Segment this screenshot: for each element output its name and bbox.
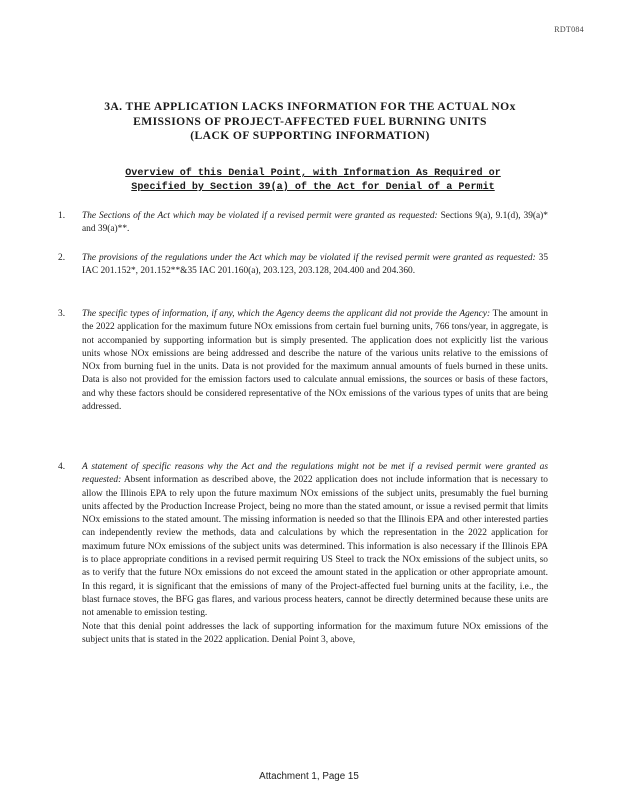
list-item-lead: The Sections of the Act which may be violated if a revised permit were granted as requested: [82, 211, 438, 221]
list-item-body [82, 252, 548, 279]
list-item [58, 308, 548, 414]
list-item-text: Absent information as described above, the 2022 application does not include information that is necessary to allow the Illinois EPA to rely upon the future maximum NOx emissions of the subject units, presumably the fuel burning units affected by the Production Increase Project, being no more than the stated amount, or issue a revised permit that limits NOx emissions to the stated amount. The missing information is needed so that the Illinois EPA and other interested parties can independently review the methods, data and calculations by which the representation in the 2022 application for maximum future NOx emissions of the subject units was determined. This information is also necessary if the Illinois EPA is to place appropriate conditions in a revised permit requiring US Steel to track the NOx emissions of the subject units, so as to verify that the future NOx emissions do not exceed the amount stated in the application or other appropriate amount. In this regard, it is significant that the emissions of many of the Project-affected fuel burning units at the facility, i.e., the blast furnace stoves, the BFG gas flares, and various process heaters, cannot be directly determined because these units are not amenable to emission testing. [82, 475, 548, 619]
list-item-number: 2. [58, 253, 66, 263]
section-heading-line: (LACK OF SUPPORTING INFORMATION) [190, 129, 430, 143]
list-item-text: The amount in the 2022 application for the maximum future NOx emissions from certain fuel burning units, 766 tons/year, in aggregate, is not accompanied by supporting information but is simply presented. The application does not explicitly list the various units whose NOx emissions are being addressed and describe the nature of the various units relative to the emissions of NOx from burning fuel in the units. Data is not provided for the maximum annual amounts of fuels burned in these units. Data is also not provided for the emission factors used to calculate annual emissions, the sources or basis of these factors, and why these factors should be considered representative of the NOx emissions of the various types of units that are being addressed. [82, 309, 548, 413]
overview-heading-line: Overview of this Denial Point, with Information As Required or [125, 168, 501, 179]
list-item-number: 4. [58, 462, 66, 472]
list-item-number: 1. [58, 211, 66, 221]
list-item [58, 210, 548, 237]
list-item-body [82, 210, 548, 237]
list-item-body [82, 308, 548, 414]
section-heading-line: 3A. THE APPLICATION LACKS INFORMATION FOR THE ACTUAL NOx [104, 100, 516, 113]
list-item-note: Note that this denial point addresses the lack of supporting information for the maximum future NOx emissions of the subject units that is stated in the 2022 application. Denial Point 3, above, [82, 621, 548, 645]
list-item-number: 3. [58, 309, 66, 319]
list-item-body [82, 461, 548, 647]
section-heading-line: EMISSIONS OF PROJECT-AFFECTED FUEL BURNING UNITS [133, 114, 487, 128]
section-heading [70, 100, 550, 144]
document-id: RDT084 [554, 25, 584, 34]
overview-heading-line: Specified by Section 39(a) of the Act for Denial of a Permit [131, 182, 495, 193]
list-item-lead: A statement of specific reasons why the Act and the regulations might not be met if a revised permit were granted as requested: [82, 462, 548, 486]
list-item-lead: The provisions of the regulations under the Act which may be violated if the revised permit were granted as requested: [82, 253, 536, 263]
list-item-lead: The specific types of information, if any, which the Agency deems the applicant did not provide the Agency: [82, 309, 491, 319]
overview-heading [84, 167, 542, 195]
page-footer: Attachment 1, Page 15 [259, 771, 359, 782]
list-item [58, 252, 548, 279]
list-item-text: 35 IAC 201.152*, 201.152**&35 IAC 201.160(a), 203.123, 203.128, 204.400 and 204.360. [82, 253, 549, 277]
list-item-text: Sections 9(a), 9.1(d), 39(a)* and 39(a)**. [82, 211, 548, 235]
list-item [58, 461, 548, 647]
